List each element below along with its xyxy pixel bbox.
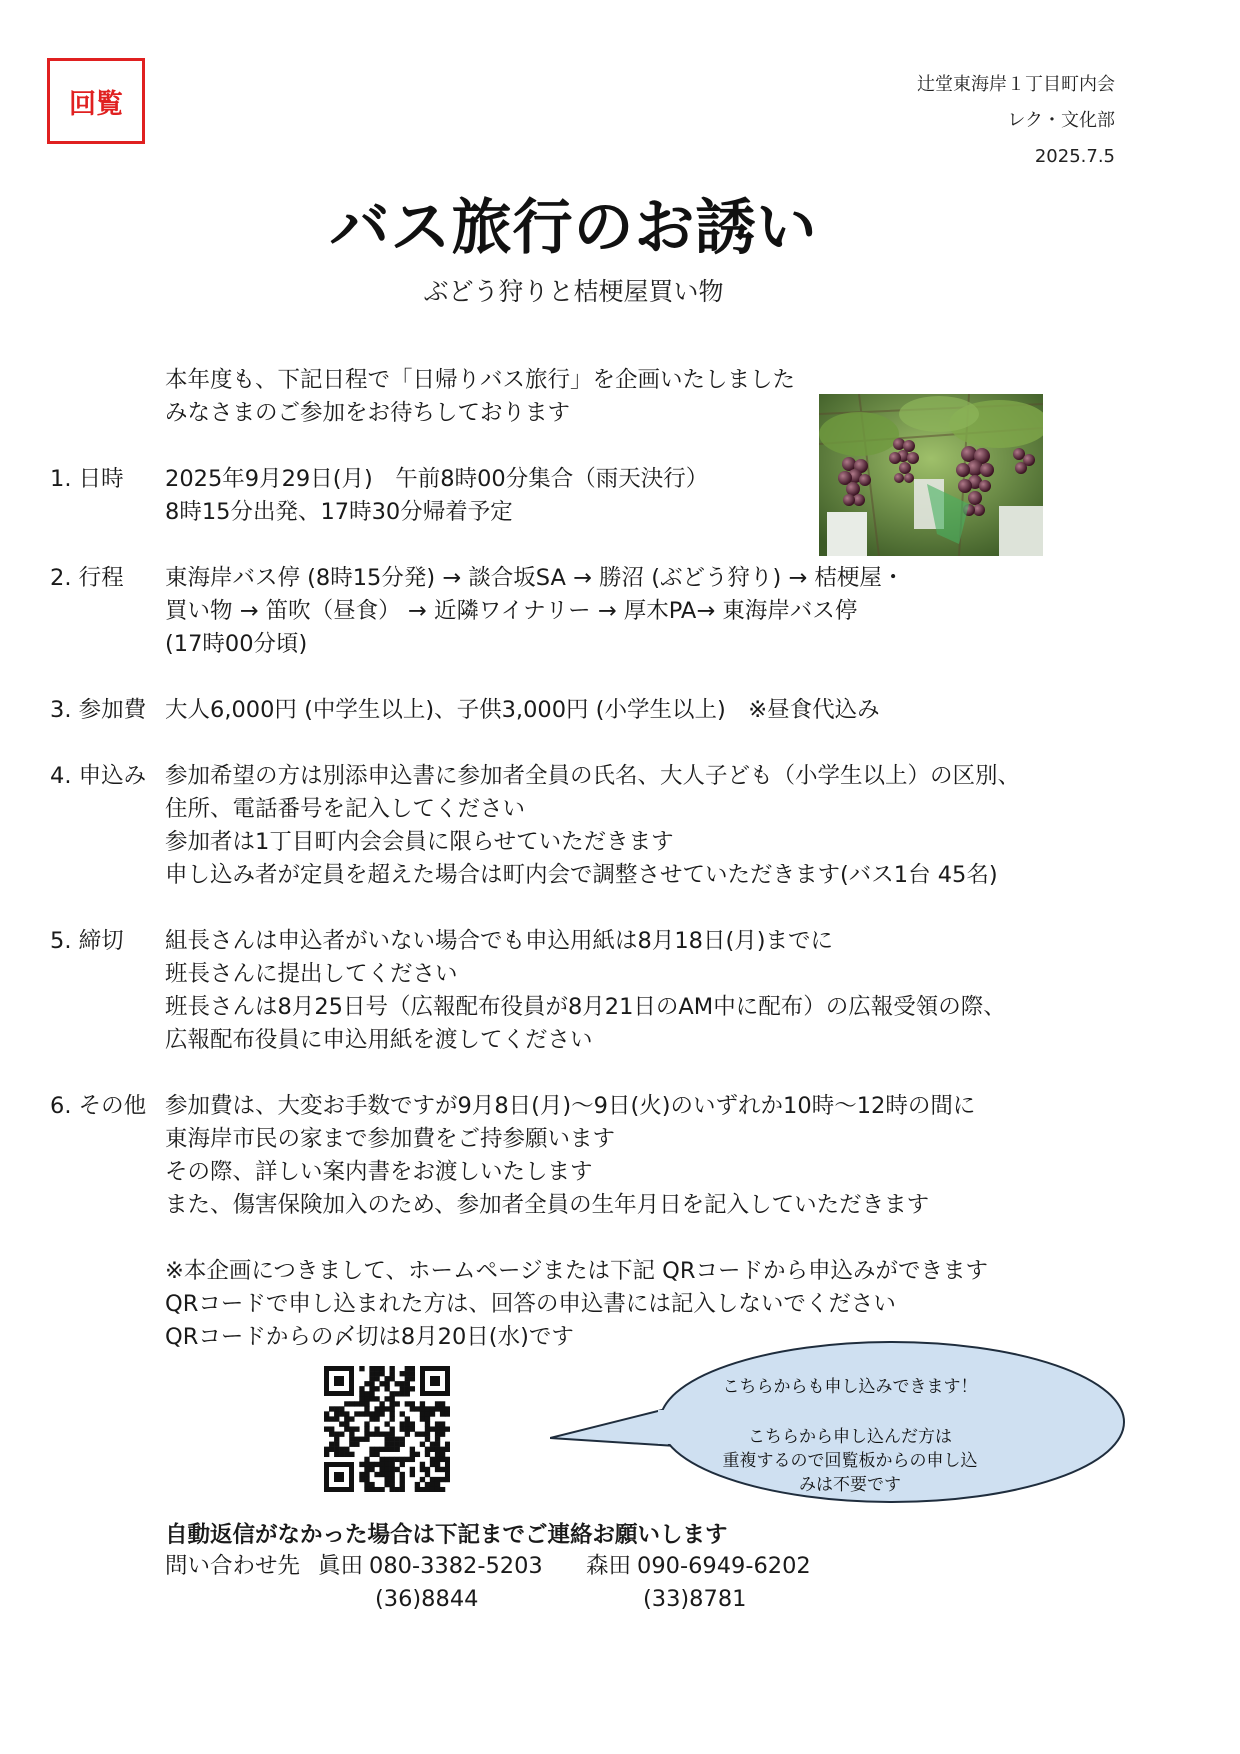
section-line: 参加者は1丁目町内会会員に限らせていただきます <box>165 829 674 855</box>
section-line: 班長さんに提出してください <box>165 961 458 987</box>
page-title: バス旅行のお誘い <box>329 193 818 263</box>
section-label-other: 6. その他 <box>50 1093 147 1119</box>
section-line: 広報配布役員に申込用紙を渡してください <box>165 1027 593 1053</box>
contact-person2-name: 森田 <box>586 1553 632 1579</box>
section-line: 買い物 → 笛吹（昼食） → 近隣ワイナリー → 厚木PA→ 東海岸バス停 <box>165 598 858 624</box>
qr-code[interactable] <box>324 1366 450 1492</box>
section-line: 申し込み者が定員を超えた場合は町内会で調整させていただきます(バス1台 45名) <box>165 862 998 888</box>
contact-person1-phone[interactable]: 080-3382-5203 <box>369 1553 543 1579</box>
section-line: 住所、電話番号を記入してください <box>165 796 526 822</box>
section-line: 班長さんは8月25日号（広報配布役員が8月21日のAM中に配布）の広報受領の際、 <box>165 994 1006 1020</box>
section-line: 組長さんは申込者がいない場合でも申込用紙は8月18日(月)までに <box>165 928 834 954</box>
section-line: 大人6,000円 (中学生以上)、子供3,000円 (小学生以上) ※昼食代込み <box>165 697 880 723</box>
department-name: レク・文化部 <box>1007 110 1115 131</box>
section-line: その際、詳しい案内書をお渡しいたします <box>165 1159 593 1185</box>
section-label-fee: 3. 参加費 <box>50 697 147 723</box>
qr-note-line: QRコードで申し込まれた方は、回答の申込書には記入しないでください <box>165 1291 896 1317</box>
contact-person2-phone[interactable]: 090-6949-6202 <box>637 1553 811 1579</box>
contact-person1-ext: (36)8844 <box>375 1586 479 1612</box>
bubble-line-4: みは不要です <box>799 1475 901 1495</box>
qr-note-line: ※本企画につきまして、ホームページまたは下記 QRコードから申込みができます <box>165 1258 988 1284</box>
bubble-line-3: 重複するので回覧板からの申し込 <box>722 1451 978 1471</box>
intro-line-1: 本年度も、下記日程で「日帰りバス旅行」を企画いたしました <box>165 367 796 393</box>
section-label-application: 4. 申込み <box>50 763 147 789</box>
grape-photo <box>819 394 1043 556</box>
intro-line-2: みなさまのご参加をお待ちしております <box>165 400 571 426</box>
contact-label: 問い合わせ先 <box>165 1553 301 1579</box>
bubble-line-2: こちらから申し込んだ方は <box>748 1427 952 1447</box>
contact-person1-name: 眞田 <box>318 1553 364 1579</box>
section-label-datetime: 1. 日時 <box>50 466 124 492</box>
section-line: 東海岸バス停 (8時15分発) → 談合坂SA → 勝沼 (ぶどう狩り) → 桔梗屋・ <box>165 565 905 591</box>
kairan-stamp: 回覧 <box>47 58 145 144</box>
section-line: 8時15分出発、17時30分帰着予定 <box>165 499 513 525</box>
issue-date: 2025.7.5 <box>1034 146 1115 167</box>
section-line: 参加希望の方は別添申込書に参加者全員の氏名、大人子ども（小学生以上）の区別、 <box>165 763 1021 789</box>
section-line: 参加費は、大変お手数ですが9月8日(月)〜9日(火)のいずれか10時〜12時の間に <box>165 1093 976 1119</box>
section-label-deadline: 5. 締切 <box>50 928 124 954</box>
contact-person2-ext: (33)8781 <box>643 1586 747 1612</box>
section-line: また、傷害保険加入のため、参加者全員の生年月日を記入していただきます <box>165 1192 930 1218</box>
contact-heading: 自動返信がなかった場合は下記までご連絡お願いします <box>165 1522 728 1548</box>
section-label-itinerary: 2. 行程 <box>50 565 124 591</box>
section-line: 2025年9月29日(月) 午前8時00分集合（雨天決行） <box>165 466 709 492</box>
page-subtitle: ぶどう狩りと桔梗屋買い物 <box>423 277 724 306</box>
qr-note-line: QRコードからの〆切は8月20日(水)です <box>165 1324 574 1350</box>
organization-name: 辻堂東海岸１丁目町内会 <box>917 74 1115 95</box>
section-line: 東海岸市民の家まで参加費をご持参願います <box>165 1126 616 1152</box>
bubble-line-1: こちらからも申し込みできます！ <box>722 1377 978 1397</box>
section-line: (17時00分頃) <box>165 631 308 657</box>
